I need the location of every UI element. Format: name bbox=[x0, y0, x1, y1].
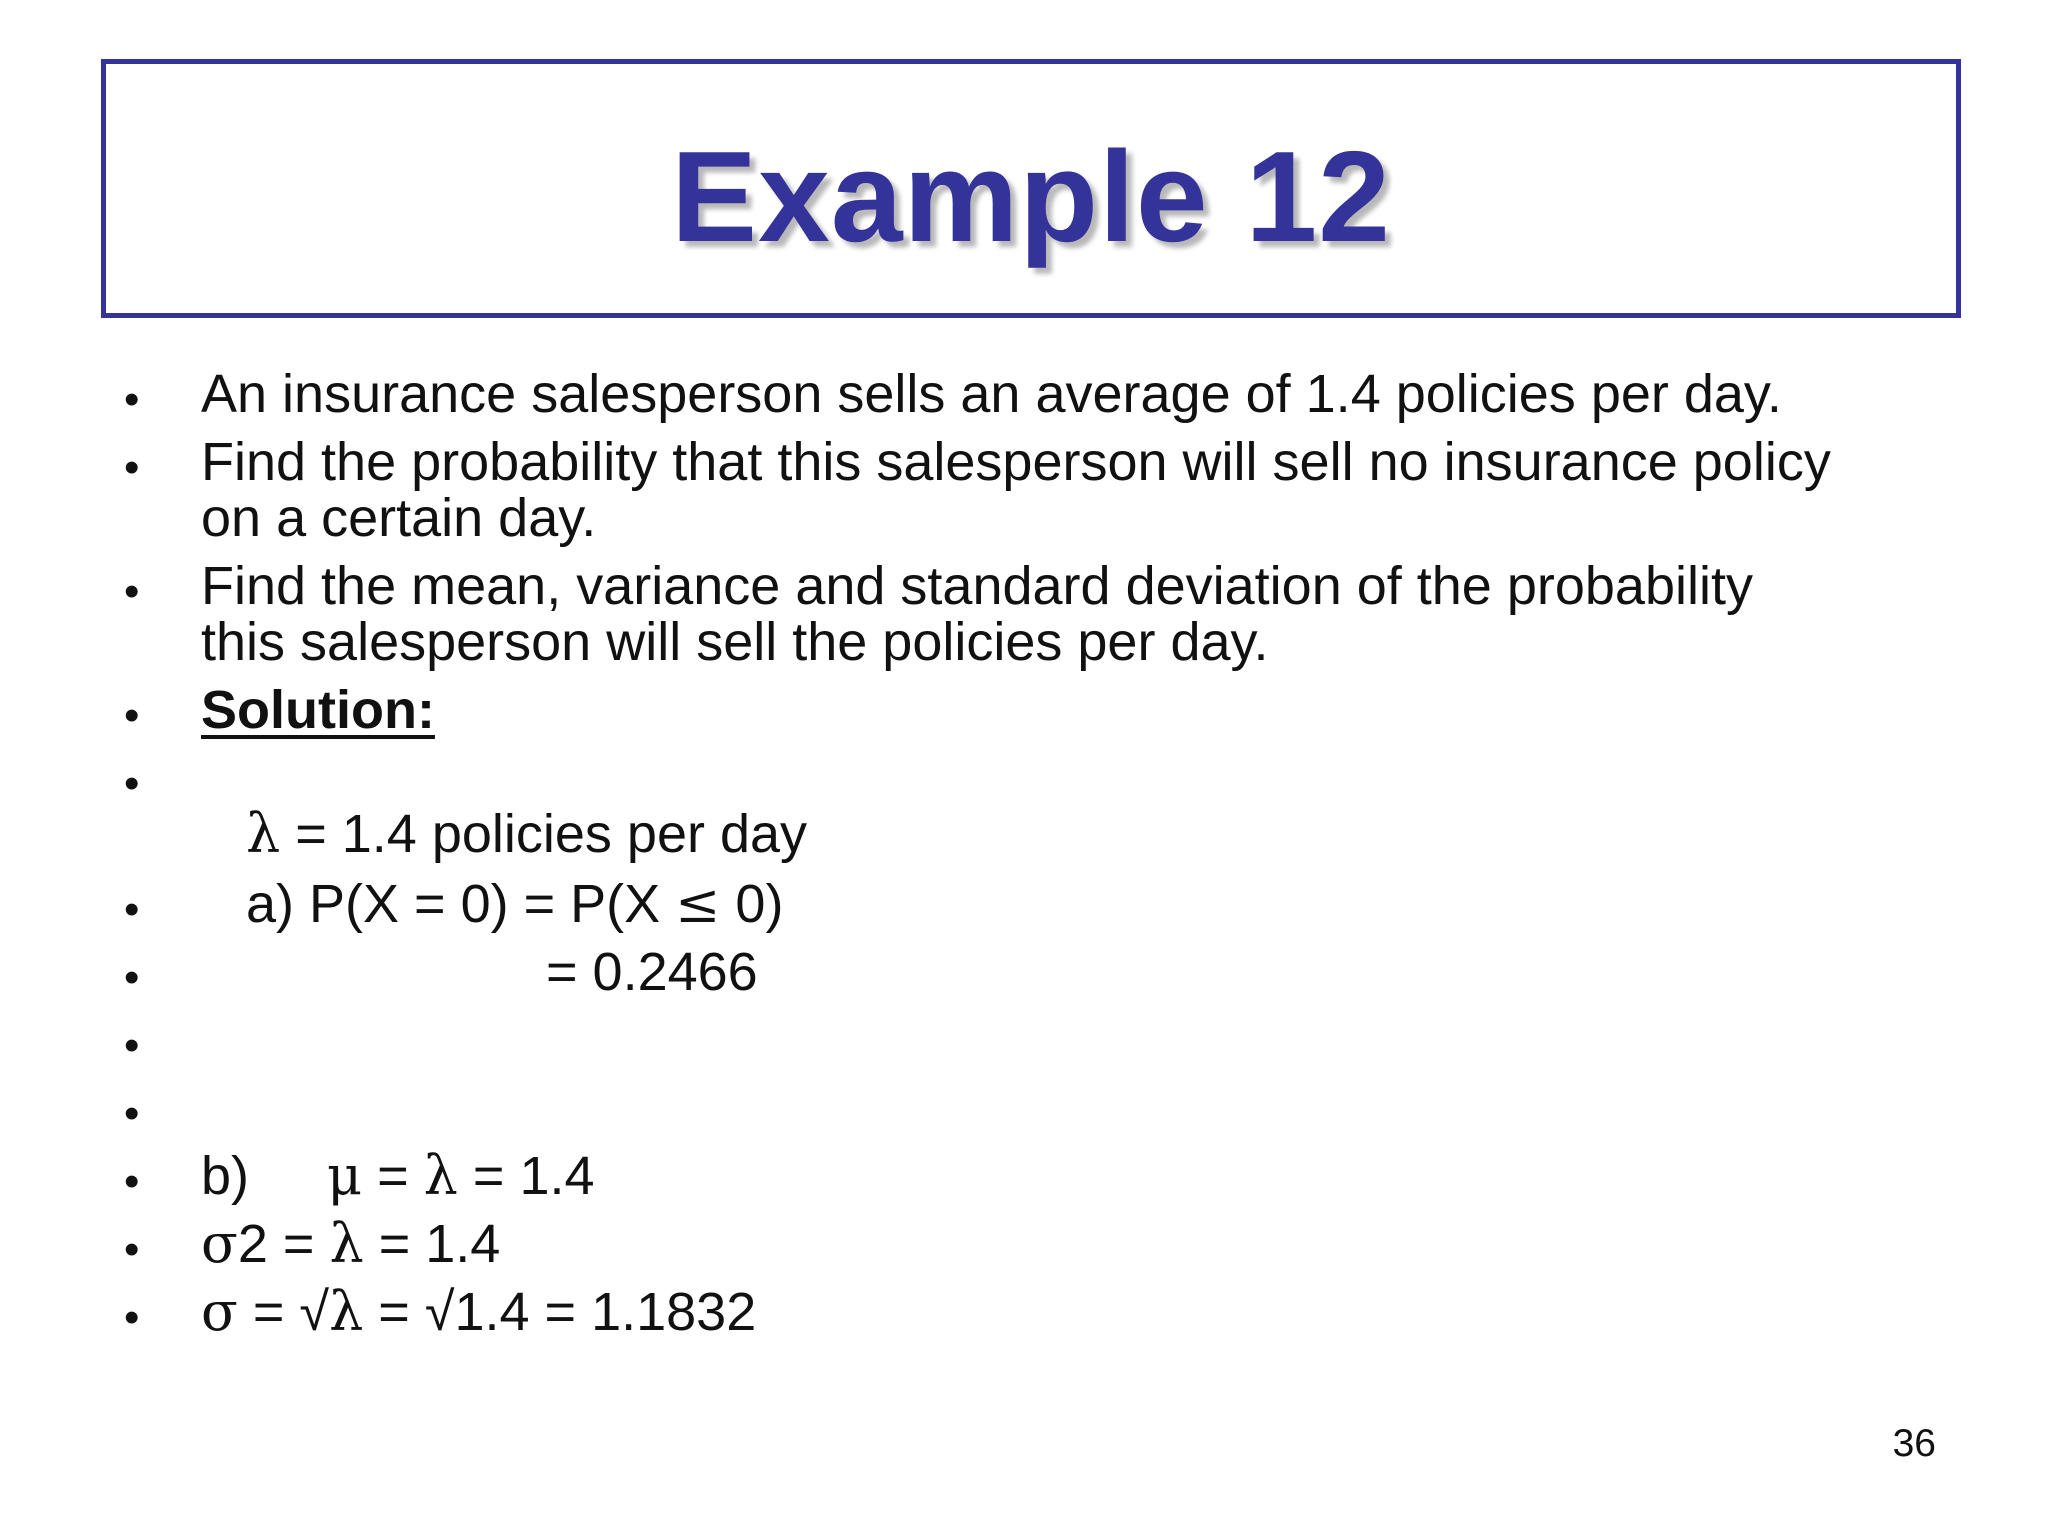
bullet-marker: • bbox=[124, 567, 140, 616]
sigma-symbol: σ bbox=[201, 1212, 238, 1275]
slide-title: Example 12 bbox=[671, 124, 1391, 269]
variance-mid: 2 = bbox=[237, 1214, 330, 1274]
bullet-text-mean-line1: Find the mean, variance and standard deviation of the probability bbox=[201, 556, 1753, 616]
lambda-symbol: λ bbox=[329, 1280, 364, 1343]
bullet-marker: • bbox=[124, 375, 140, 424]
bullet-marker: • bbox=[124, 1225, 140, 1274]
title-box bbox=[101, 59, 1961, 318]
part-a-result: = 0.2466 bbox=[546, 942, 758, 1002]
part-b-value: = 1.4 bbox=[457, 1146, 595, 1206]
part-b-label: b) bbox=[201, 1146, 250, 1206]
lambda-symbol: λ bbox=[329, 1212, 364, 1275]
bullet-marker: • bbox=[124, 953, 140, 1002]
bullet-marker: • bbox=[124, 1293, 140, 1342]
sigma-symbol: σ bbox=[201, 1280, 238, 1343]
bullet-text-mean-line2: this salesperson will sell the policies per day. bbox=[201, 612, 1269, 672]
bullet-marker: • bbox=[124, 691, 140, 740]
bullet-marker: • bbox=[124, 885, 140, 934]
stddev-mid: = √ bbox=[237, 1282, 330, 1342]
mu-symbol: μ bbox=[327, 1144, 363, 1207]
bullet-marker: • bbox=[124, 1089, 140, 1138]
variance-value: = 1.4 bbox=[363, 1214, 501, 1274]
stddev-equation bbox=[201, 1280, 757, 1343]
part-b-equals: = bbox=[362, 1146, 424, 1206]
bullet-marker: • bbox=[124, 1021, 140, 1070]
variance-equation bbox=[201, 1212, 501, 1275]
part-a-end: 0) bbox=[720, 874, 784, 934]
bullet-marker: • bbox=[124, 1157, 140, 1206]
bullet-text-probability-line2: on a certain day. bbox=[201, 488, 597, 548]
lambda-value: = 1.4 policies per day bbox=[280, 804, 808, 864]
solution-heading: Solution: bbox=[201, 680, 435, 740]
bullet-text-probability-line1: Find the probability that this salesperson will sell no insurance policy bbox=[201, 432, 1831, 492]
lambda-symbol: λ bbox=[246, 802, 281, 865]
bullet-marker: • bbox=[124, 759, 140, 808]
leq-symbol: ≤ bbox=[675, 872, 721, 935]
page-number: 36 bbox=[1892, 1422, 1936, 1465]
part-a-text: a) P(X = 0) = P(X bbox=[246, 874, 676, 934]
bullet-marker: • bbox=[124, 443, 140, 492]
part-a-equation bbox=[246, 872, 784, 935]
bullet-text-average: An insurance salesperson sells an average of 1.4 policies per day. bbox=[201, 364, 1782, 424]
part-b-mean bbox=[201, 1144, 595, 1207]
lambda-definition bbox=[246, 802, 808, 865]
stddev-value: = √1.4 = 1.1832 bbox=[363, 1282, 757, 1342]
lambda-symbol: λ bbox=[423, 1144, 458, 1207]
